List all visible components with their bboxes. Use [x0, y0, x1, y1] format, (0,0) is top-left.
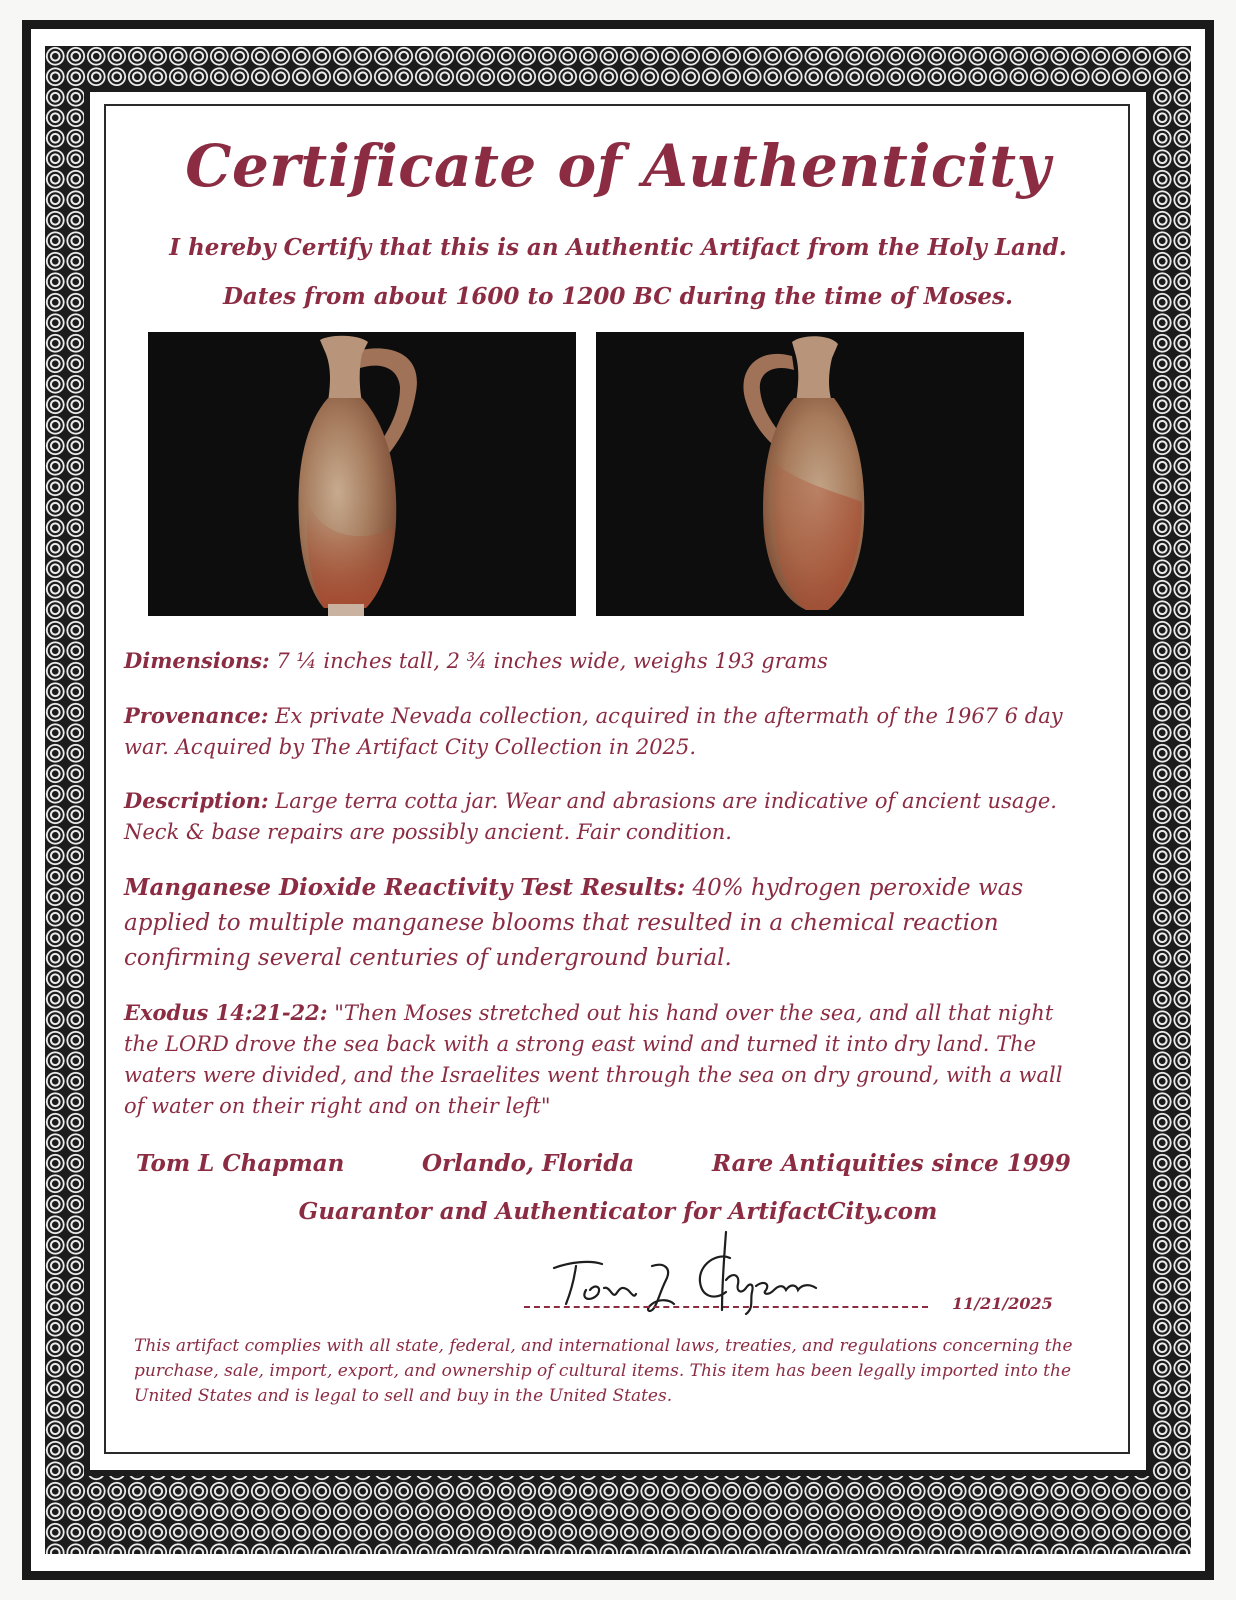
jar-photo-icon: [596, 332, 1024, 616]
manganese-test-section: [124, 870, 1064, 976]
jar-photo-icon: [148, 332, 576, 616]
scripture-quote: "Then Moses stretched out his hand over the sea, and all that night the LORD drove the sea back with a strong east wind and turned it into dry land. The waters were divided, and the Israelites went through the sea on dry ground, with a wall of water on their right and on their left": [124, 1001, 1063, 1118]
description-label: Description:: [124, 788, 269, 813]
provenance-label: Provenance:: [124, 703, 269, 728]
signer-name: Tom L Chapman: [136, 1150, 345, 1177]
dimensions-label: Dimensions:: [124, 648, 270, 673]
certification-statement: I hereby Certify that this is an Authentic Artifact from the Holy Land.: [169, 234, 1067, 261]
manganese-test-text: 40% hydrogen peroxide was applied to multiple manganese blooms that resulted in a chemical reaction confirming several centuries of underground burial.: [124, 875, 1024, 971]
signature-line: [524, 1306, 928, 1308]
provenance-section: [124, 700, 1064, 763]
artifact-photo-front: [148, 332, 576, 616]
description-text: Large terra cotta jar. Wear and abrasions are indicative of ancient usage. Neck & base repairs are possibly ancient. Fair condition.: [124, 789, 1057, 844]
scripture-reference: Exodus 14:21-22:: [124, 1000, 328, 1025]
signature-date: 11/21/2025: [952, 1294, 1053, 1313]
certificate-title: Certificate of Authenticity: [185, 132, 1051, 200]
legal-compliance-notice: This artifact complies with all state, federal, and international laws, treaties, and regulations concerning the purchase, sale, import, export, and ownership of cultural items. This item has been legally imported into the United States and is legal to sell and buy in the United States.: [134, 1336, 1073, 1406]
guarantor-statement: Guarantor and Authenticator for ArtifactCity.com: [298, 1198, 938, 1225]
manganese-test-label: Manganese Dioxide Reactivity Test Results:: [124, 874, 686, 901]
dating-statement: Dates from about 1600 to 1200 BC during the time of Moses.: [222, 283, 1013, 310]
handwritten-signature: [540, 1228, 840, 1318]
scripture-section: [124, 997, 1064, 1122]
signer-location: Orlando, Florida: [422, 1150, 635, 1177]
provenance-text: Ex private Nevada collection, acquired in the aftermath of the 1967 6 day war. Acquired by The Artifact City Collection in 2025.: [124, 704, 1063, 759]
signer-tagline: Rare Antiquities since 1999: [712, 1150, 1071, 1177]
dimensions-section: [124, 645, 1064, 677]
dimensions-text: 7 ¼ inches tall, 2 ¾ inches wide, weighs 193 grams: [269, 649, 828, 673]
artifact-photo-back: [596, 332, 1024, 616]
description-section: [124, 785, 1064, 848]
